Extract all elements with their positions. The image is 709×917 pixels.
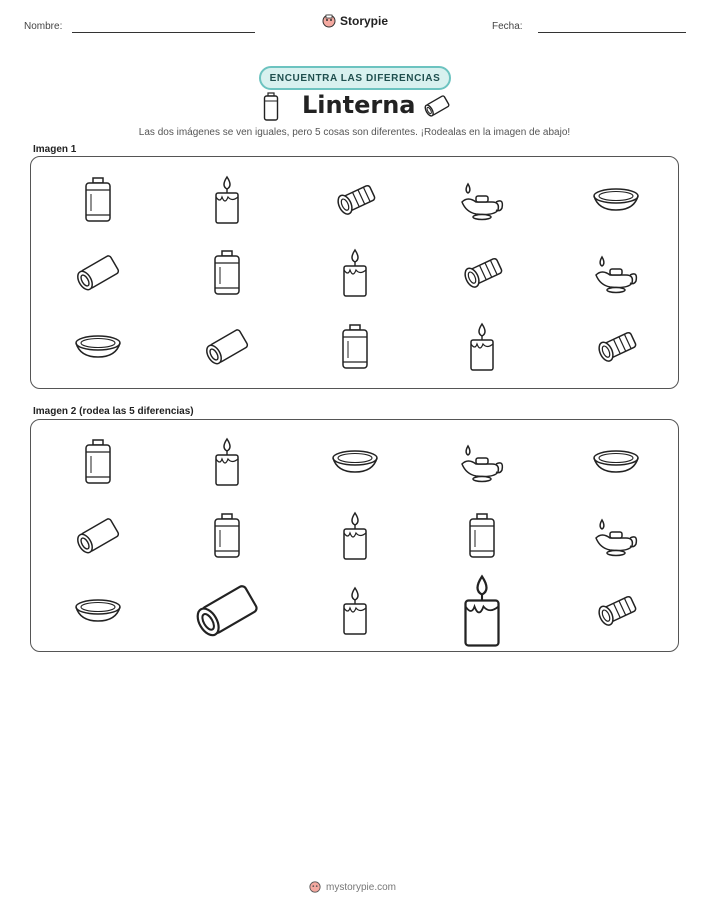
section1-label: Imagen 1: [33, 144, 77, 155]
image2-candle-icon[interactable]: [325, 581, 385, 641]
brand-logo: [322, 14, 388, 28]
title-battery-icon: [263, 92, 279, 127]
image1-bowl-icon: [586, 170, 646, 230]
image2-candle-icon[interactable]: [197, 432, 257, 492]
image2-flashlight-tube-icon[interactable]: [184, 568, 271, 655]
image2-bowl-icon[interactable]: [68, 581, 128, 641]
footer-url: mystorypie.com: [326, 881, 397, 893]
image1-candle-icon: [325, 243, 385, 303]
image1-battery-icon: [197, 243, 257, 303]
image1-candle-icon: [197, 170, 257, 230]
image1-flashlight-icon: [586, 317, 646, 377]
image2-flashlight-icon[interactable]: [586, 581, 646, 641]
image2-oil-lamp-icon[interactable]: [586, 506, 646, 566]
image1-flashlight-icon: [325, 170, 385, 230]
image1-oil-lamp-icon: [452, 170, 512, 230]
brand-name: Storypie: [340, 14, 389, 28]
date-label: Fecha:: [492, 21, 523, 32]
image2-bowl-icon[interactable]: [325, 432, 385, 492]
image1-battery-icon: [325, 317, 385, 377]
image1-flashlight-tube-icon: [68, 243, 128, 303]
section2-label: Imagen 2 (rodea las 5 diferencias): [33, 406, 194, 417]
image2-battery-icon[interactable]: [197, 506, 257, 566]
name-label: Nombre:: [24, 21, 63, 32]
storypie-mascot-icon: [322, 14, 336, 28]
image2-flashlight-tube-icon[interactable]: [68, 506, 128, 566]
image1-candle-icon: [452, 317, 512, 377]
storypie-mascot-icon: [309, 881, 321, 893]
image1-flashlight-icon: [452, 243, 512, 303]
page-title: Linterna: [302, 91, 416, 119]
image2-candle-icon[interactable]: [437, 566, 527, 656]
image2-bowl-icon[interactable]: [586, 432, 646, 492]
activity-badge: ENCUENTRA LAS DIFERENCIAS: [259, 66, 451, 90]
image2-candle-icon[interactable]: [325, 506, 385, 566]
image1-oil-lamp-icon: [586, 243, 646, 303]
title-flashlight-icon: [422, 93, 452, 124]
instructions: Las dos imágenes se ven iguales, pero 5 cosas son diferentes. ¡Rodealas en la imagen de abajo!: [138, 127, 571, 138]
footer: [309, 881, 396, 893]
image1-flashlight-tube-icon: [197, 317, 257, 377]
image2-battery-icon[interactable]: [452, 506, 512, 566]
date-field[interactable]: [538, 32, 686, 33]
image2-oil-lamp-icon[interactable]: [452, 432, 512, 492]
image2-battery-icon[interactable]: [68, 432, 128, 492]
image1-bowl-icon: [68, 317, 128, 377]
image1-battery-icon: [68, 170, 128, 230]
name-field[interactable]: [72, 32, 255, 33]
